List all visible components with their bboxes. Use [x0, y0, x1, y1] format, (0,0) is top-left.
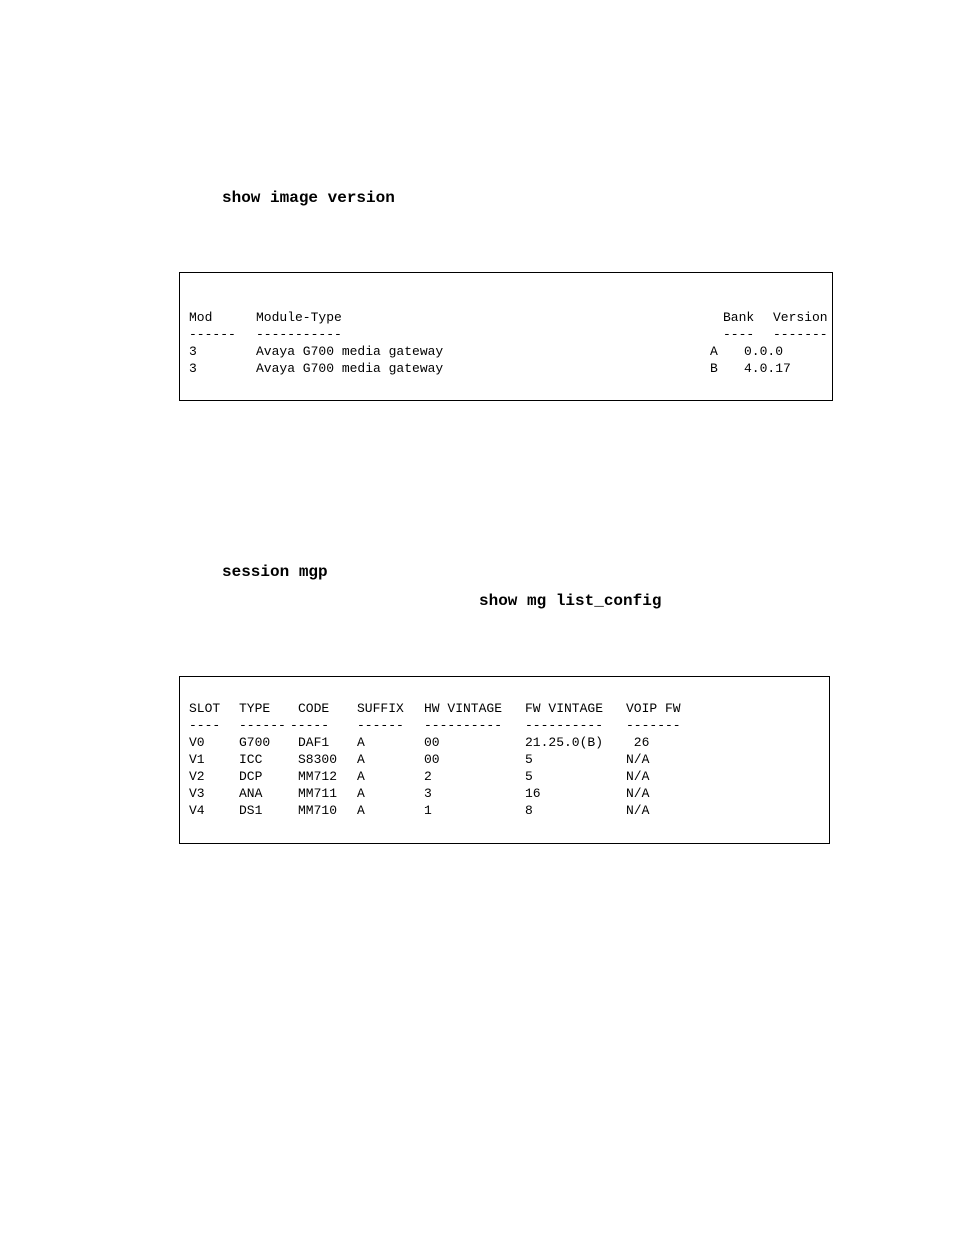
cell-type: DCP [239, 769, 263, 784]
cell-version: 0.0.0 [744, 344, 784, 359]
underline-fw-vintage: ---------- [525, 718, 604, 733]
cell-hw-vintage: 00 [424, 752, 440, 767]
underline-row [180, 326, 832, 343]
header-voip-fw: VOIP FW [626, 701, 681, 716]
underline-voip-fw: ------- [626, 718, 681, 733]
header-row [180, 700, 829, 717]
list-config-output-box [179, 676, 830, 844]
header-slot: SLOT [189, 701, 221, 716]
header-code: CODE [298, 701, 330, 716]
cell-code: DAF1 [298, 735, 330, 750]
table-row [180, 360, 832, 377]
cell-fw-vintage: 8 [525, 803, 533, 818]
table-row [180, 768, 829, 785]
cell-fw-vintage: 16 [525, 786, 541, 801]
underline-bank: ---- [723, 327, 755, 342]
table-row [180, 734, 829, 751]
header-bank: Bank [723, 310, 755, 325]
cell-bank: A [710, 344, 718, 359]
table-row [180, 343, 832, 360]
cell-hw-vintage: 3 [424, 786, 432, 801]
table-row [180, 785, 829, 802]
cell-voip-fw: N/A [626, 803, 650, 818]
underline-slot: ---- [189, 718, 221, 733]
underline-hw-vintage: ---------- [424, 718, 503, 733]
cell-version: 4.0.17 [744, 361, 791, 376]
cell-type: ANA [239, 786, 263, 801]
cell-hw-vintage: 2 [424, 769, 432, 784]
cell-code: MM711 [298, 786, 338, 801]
cell-code: MM710 [298, 803, 338, 818]
header-suffix: SUFFIX [357, 701, 404, 716]
cell-voip-fw: 26 [626, 735, 650, 750]
underline-row [180, 717, 829, 734]
cell-fw-vintage: 5 [525, 752, 533, 767]
cell-slot: V0 [189, 735, 205, 750]
cell-module-type: Avaya G700 media gateway [256, 344, 444, 359]
header-row [180, 309, 832, 326]
cell-suffix: A [357, 735, 365, 750]
cell-slot: V3 [189, 786, 205, 801]
cell-slot: V1 [189, 752, 205, 767]
underline-code: ----- [290, 718, 330, 733]
cell-slot: V4 [189, 803, 205, 818]
underline-suffix: ------ [357, 718, 404, 733]
cell-code: MM712 [298, 769, 338, 784]
cell-suffix: A [357, 769, 365, 784]
header-mod: Mod [189, 310, 213, 325]
cell-module-type: Avaya G700 media gateway [256, 361, 444, 376]
underline-module-type: ----------- [256, 327, 342, 342]
cell-type: ICC [239, 752, 263, 767]
header-hw-vintage: HW VINTAGE [424, 701, 503, 716]
cell-fw-vintage: 5 [525, 769, 533, 784]
table-row [180, 751, 829, 768]
command-show-image-version: show image version [222, 189, 395, 207]
cell-bank: B [710, 361, 718, 376]
header-type: TYPE [239, 701, 271, 716]
image-version-output-box [179, 272, 833, 401]
underline-version: ------- [773, 327, 828, 342]
underline-type: ------ [239, 718, 286, 733]
command-session-mgp: session mgp [222, 563, 328, 581]
header-version: Version [773, 310, 828, 325]
cell-suffix: A [357, 752, 365, 767]
cell-voip-fw: N/A [626, 769, 650, 784]
cell-voip-fw: N/A [626, 752, 650, 767]
cell-suffix: A [357, 786, 365, 801]
cell-type: DS1 [239, 803, 263, 818]
cell-slot: V2 [189, 769, 205, 784]
cell-voip-fw: N/A [626, 786, 650, 801]
cell-hw-vintage: 00 [424, 735, 440, 750]
command-show-mg-list-config: show mg list_config [479, 592, 662, 610]
header-module-type: Module-Type [256, 310, 342, 325]
cell-fw-vintage: 21.25.0(B) [525, 735, 604, 750]
cell-code: S8300 [298, 752, 338, 767]
cell-type: G700 [239, 735, 271, 750]
cell-mod: 3 [189, 344, 197, 359]
cell-suffix: A [357, 803, 365, 818]
cell-hw-vintage: 1 [424, 803, 432, 818]
cell-mod: 3 [189, 361, 197, 376]
underline-mod: ------ [189, 327, 236, 342]
table-row [180, 802, 829, 819]
header-fw-vintage: FW VINTAGE [525, 701, 604, 716]
